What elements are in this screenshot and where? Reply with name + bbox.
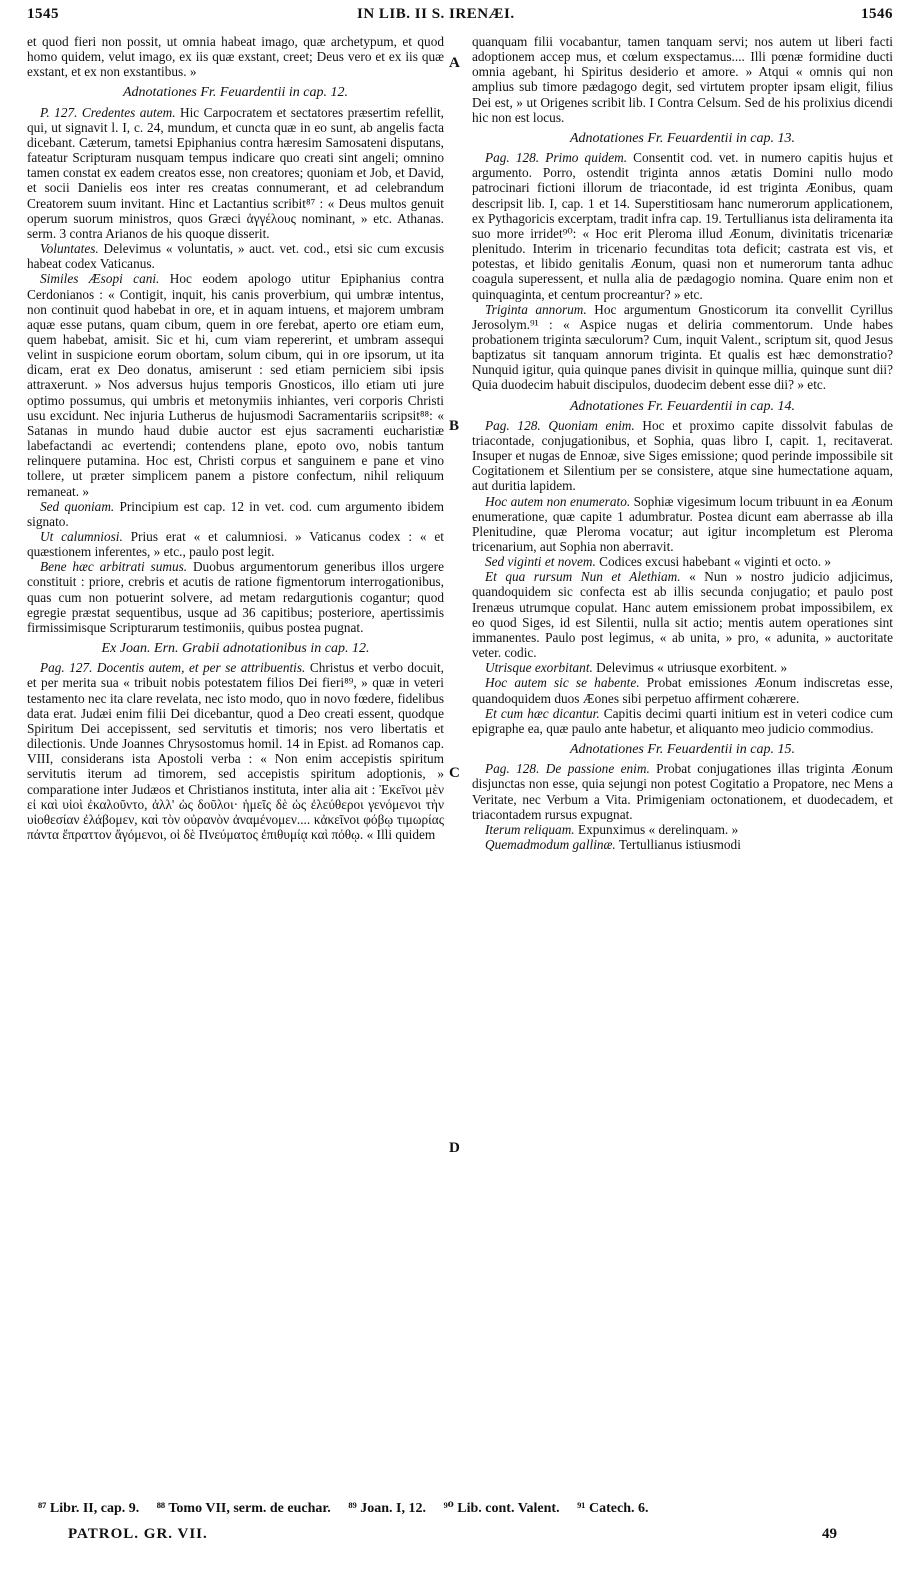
- paragraph-text: Sophiæ vigesimum locum tribuunt in ea Æonum enumeratione, quæ capite 1 adumbratur. Postea dicunt eam aberrasse ab illa Plenitudine, quæ Pleroma vocatur; aut igitur incompletum est Pleroma tricenarium, aut Sophia non aberravit.: [472, 493, 893, 554]
- lemma: Voluntates.: [40, 241, 99, 257]
- margin-marker-c: C: [449, 765, 460, 781]
- paragraph-text: Delevimus « utriusque exorbitent. »: [592, 660, 788, 676]
- left-paragraph: [27, 529, 444, 559]
- paragraph-text: Hoc argumentum Gnosticorum ita convellit Cyrillus Jerosolym.⁹¹ : « Aspice nugas et deliria commentorum. Unde habes probationem triginta sæculorum? Cum, inquit Valent., scriptum sit, quod Jesus baptizatus sit tanquam annorum triginta. Et qualis est hæc demonstratio? Nunquid igitur, quia quinque panes divisit in quinque millia, quinque sunt dii? Quia duodecim habuit discipulos, duodecim debent esse dii? » etc.: [472, 301, 893, 393]
- gathering-number: 49: [822, 1526, 837, 1542]
- page-footer: [68, 1526, 837, 1548]
- lemma: Sed quoniam.: [40, 498, 115, 514]
- lemma: Utrisque exorbitant.: [485, 660, 593, 676]
- right-paragraph: [472, 150, 893, 302]
- lemma: Ut calumniosi.: [40, 529, 123, 544]
- paragraph-text: Prius erat « et calumniosi. » Vaticanus codex : « et quæstionem inferentes, » etc., paulo post legit.: [27, 529, 444, 560]
- right-paragraph: [472, 418, 893, 494]
- lemma: Bene hæc arbitrati sumus.: [40, 559, 188, 575]
- right-paragraph: [472, 822, 893, 837]
- page-number-right: 1546: [861, 6, 893, 22]
- right-paragraph: [472, 302, 893, 393]
- paragraph-text: Probat conjugationes illas triginta Æonum disjunctas non esse, quia sejungi non potest Cogitatio a Propatore, nec Mens a Veritate, nec Verbum a Vita. Primigeniam octonationem, et duodecadem, et triacontadem rursus expugnat.: [472, 761, 893, 822]
- lemma: Iterum reliquam.: [485, 821, 575, 837]
- page-number-left: 1545: [27, 6, 59, 22]
- right-paragraph: [472, 554, 893, 569]
- paragraph-text: Capitis decimi quarti initium est in veteri codice cum epigraphe ea, quæ paulo ante habetur, et aliquanto meo judicio commodius.: [472, 705, 893, 736]
- paragraph-text: Tertullianus istiusmodi: [615, 836, 741, 852]
- paragraph-text: Hoc et proximo capite dissolvit fabulas de triacontade, conjugationibus, et Sophia, quas libro I, capit. 1, recitaverat. Insuper et nugas de Ennoæ, sive Siges emissione; quod perinde impossibile sit Cogitationem et Silentium per se consistere, atque sine humectatione aquam, aut duritia lapidem.: [472, 417, 893, 494]
- lemma: Pag. 128. Primo quidem.: [485, 150, 628, 166]
- right-paragraph: [472, 34, 893, 125]
- paragraph-text: Codices excusi habebant « viginti et octo. »: [595, 554, 832, 570]
- left-column: [27, 34, 444, 842]
- margin-marker-d: D: [449, 1140, 460, 1156]
- left-paragraph: [27, 105, 444, 241]
- footnote-89: ⁸⁹ Joan. I, 12.: [348, 1501, 426, 1516]
- running-header: [27, 6, 893, 32]
- right-paragraph: [472, 660, 893, 675]
- right-paragraph: [472, 837, 893, 852]
- paragraph-text: Christus et verbo docuit, et per merita sua « tribuit nobis potestatem filios Dei fieri⁸⁹, » quæ in veteri testamento nec ita clare revelata, nec isto modo, quo in novo fœdere, fidelibus data erat. Judæi enim filii Dei dicebantur, quod a Deo creati essent, quodque Spiritum Dei accepissent, sed servitutis et timoris; nos vero libertatis et dilectionis. Unde Joannes Chrysostomus homil. 14 in Epist. ad Romanos cap. VIII, considerans ista Apostoli verba : « Non enim accepistis spiritum servitutis iterum ad timorem, sed accepistis spiritum adoptionis, » comparatione inter Judæos et Christianos instituta, inter alia ait : Ἐκεῖνοι μὲν εἰ καὶ υἱοὶ ἐκαλοῦντο, ἀλλ' ὡς δοῦλοι· ἡμεῖς δὲ ὡς ἐλεύθεροι γενόμενοι τὴν υἱοθεσίαν ἐλάβομεν, καὶ τὸν οὐρανὸν ἀναμένομεν.... κἀκεῖνοι φόβῳ τιμωρίας πάντα ἔπραττον ἄγόμενοι, οἱ δὲ Πνεύματος ἐπιθυμίᾳ καὶ πόθῳ. « Illi quidem: [27, 660, 444, 842]
- paragraph-text: Consentit cod. vet. in numero capitis hujus et argumento. Porro, ostendit triginta annos ætatis Domini nullo modo patrocinari fictioni illorum de triacontade, id est triginta Æonibus, quam descripsit lib. I, cap. 1 et 14. Superstitiosam hanc numerorum applicationem, ex Pythagoricis excerptam, tradit infra cap. 19. Tertullianus ista deliramenta ita suo more irridet⁹⁰: « Hoc erit Pleroma illud Æonum, divinitatis tricenariæ plenitudo. Interim in tricenario fecunditas tota deficit; castrata est vis, et potestas, et libido genitalis Æonum, quasi non et numerorum tanta adhuc coagula superessent, et nulla alia de pædagogio nomina. Quare enim non et quinquaginta, et centum procreantur? » etc.: [472, 150, 893, 302]
- footnote-91: ⁹¹ Catech. 6.: [577, 1501, 649, 1516]
- paragraph-text: Probat emissiones Æonum indiscretas esse, quandoquidem duos Æones sibi perpetuo affirment cohærere.: [472, 675, 893, 706]
- lemma: Pag. 128. De passione enim.: [485, 761, 650, 777]
- paragraph-text: Duobus argumentorum generibus illos urgere constituit : priore, crebris et acutis de ratione figmentorum interrogationibus, quas cum non potuerint solvere, ad metam redargutionis cogantur; quod egregie præstat sequentibus, usque ad 36 capitibus; posteriore, apertissimis firmissimisque Scripturarum testimoniis, quibus postea pugnat.: [27, 559, 444, 635]
- lemma: Hoc autem non enumerato.: [485, 493, 631, 509]
- left-paragraph: [27, 499, 444, 529]
- paragraph-text: Hoc eodem apologo utitur Epiphanius contra Cerdonianos : « Contigit, inquit, his canis proverbium, qui umbræ intentus, non continuit quod habebat in ore, et in aquam intuens, et majorem umbram aquæ esse putans, quam cibum, quem in ore ferebat, aperto ore etiam eum, quem habebat, amisit. Sic et hi, cum viam repererint, et umbram assequi velint in suspicione eorum obortam, solum cibum, qui in ore ipsorum, ut ita dicam, erat ex Deo donatus, amiserunt : sed etiam perniciem sibi ipsis attraxerunt. » Nos adversus hujus temporis Gnosticos, illo etiam uti jure optimo possumus, qui umbris et metonymiis inhiantes, veri corporis Christi usu excidunt. Nec injuria Lutherus de hujusmodi Sacramentariis scripsit⁸⁸: « Satanas in mundo haud dubie auctor est ejus sacramenti eucharistiæ labefactandi ac evertendi; contendens plane, epoto ovo, nobis tantum relinquere putamina. Hoc est, Christi corpus et sanguinem e pane et vino tollere, ut præter simplicem panem a pistore confectum, nihil reliquum remaneat. »: [27, 271, 444, 499]
- right-section-heading: Adnotationes Fr. Feuardentii in cap. 15.: [569, 742, 795, 758]
- lemma: Pag. 128. Quoniam enim.: [485, 417, 635, 433]
- lemma: Hoc autem sic se habente.: [485, 675, 640, 691]
- paragraph-text: « Nun » nostro judicio adjicimus, quandoquidem sic confecta est ab illis secunda conjugatio; et paulo post Irenæus utrumque copulat. Hanc autem emissionem probat impossibilem, ex eo quod Siges, id est Silentii, nulla sit actio; mentis autem operationes sint immanentes. Paulo post legimus, « ab unita, » pro, « adunita, » auctoritate veter. codic.: [472, 569, 893, 661]
- paragraph-text: Expunximus « derelinquam. »: [574, 821, 739, 837]
- left-paragraph: [27, 241, 444, 271]
- left-paragraph: [27, 271, 444, 498]
- margin-marker-a: A: [449, 55, 460, 71]
- footnote-88: ⁸⁸ Tomo VII, serm. de euchar.: [156, 1501, 331, 1516]
- running-title: IN LIB. II S. IRENÆI.: [357, 6, 515, 22]
- right-section-heading: Adnotationes Fr. Feuardentii in cap. 13.: [569, 130, 795, 146]
- footnotes: [38, 1500, 893, 1517]
- left-paragraph: [27, 559, 444, 635]
- footnote-90: ⁹⁰ Lib. cont. Valent.: [443, 1501, 560, 1516]
- right-paragraph: [472, 569, 893, 660]
- lemma: Et qua rursum Nun et Alethiam.: [485, 569, 681, 585]
- left-paragraph: [27, 660, 444, 842]
- left-section-heading: Ex Joan. Ern. Grabii adnotationibus in cap. 12.: [101, 641, 370, 657]
- lemma: Sed viginti et novem.: [485, 554, 596, 570]
- paragraph-text: Principium est cap. 12 in vet. cod. cum argumento ibidem signato.: [27, 498, 445, 529]
- paragraph-text: Hic Carpocratem et sectatores præsertim refellit, qui, ut signavit l. I, c. 24, mundum, et cuncta quæ in eo sunt, ab angelis facta dicebant. Cæterum, tametsi Epiphanius contra hæresim Samosateni disputans, fateatur Scripturam nusquam tempus indicare quo creati sint angeli; omnino tamen constat ex eadem creatos esse, non creatores; quoniam et Job, et David, et socii Danielis eos inter res creatas connumerant, et ad celebrandum Creatorem suum invitant. Hinc et Lactantius scribit⁸⁷ : « Deus multos genuit operum suorum ministros, quos Græci ἀγγέλους nominant, » etc. Athanas. serm. 3 contra Arianos de his quoque disserit.: [27, 104, 444, 241]
- lemma: Et cum hæc dicantur.: [485, 705, 600, 721]
- lemma: Pag. 127. Docentis autem, et per se attribuentis.: [40, 660, 306, 676]
- lemma: P. 127. Credentes autem.: [40, 104, 176, 120]
- lemma: Triginta annorum.: [485, 301, 587, 317]
- right-paragraph: [472, 675, 893, 705]
- right-paragraph: [472, 494, 893, 555]
- footnote-87: ⁸⁷ Libr. II, cap. 9.: [38, 1501, 140, 1516]
- paragraph-text: quanquam filii vocabantur, tamen tanquam servi; nos autem ut liberi facti adoptionem accep mus, et cœlum exspectamus.... Illi pœnæ formidine ducti omnia agebant, hi Spiritus desiderio et amore. » Atqui « omnis qui non amplius sub timore pædagogo degit, sed virtutem propter ipsam eligit, filius Dei est, » ut Origenes scribit lib. I Contra Celsum. Sed de his prolixius dicendi hic non est locus.: [472, 34, 893, 125]
- signature-mark: PATROL. GR. VII.: [68, 1526, 208, 1542]
- right-paragraph: [472, 761, 893, 822]
- left-section-heading: Adnotationes Fr. Feuardentii in cap. 12.: [122, 85, 348, 101]
- lemma: Quemadmodum gallinæ.: [485, 836, 616, 852]
- margin-marker-b: B: [449, 418, 460, 434]
- paragraph-text: Delevimus « voluntatis, » auct. vet. cod., etsi sic cum excusis habeat codex Vaticanus.: [27, 241, 444, 272]
- paragraph-text: et quod fieri non possit, ut omnia habeat imago, quæ archetypum, et quod homo quidem, velut imago, ex iis quæ exstant, creet; Deus vero et ex iis quæ exstant, et ex non exstantibus. »: [27, 34, 444, 80]
- right-column: [472, 34, 893, 852]
- right-section-heading: Adnotationes Fr. Feuardentii in cap. 14.: [569, 398, 795, 414]
- right-paragraph: [472, 706, 893, 736]
- left-paragraph: [27, 34, 444, 79]
- lemma: Similes Æsopi cani.: [40, 271, 160, 287]
